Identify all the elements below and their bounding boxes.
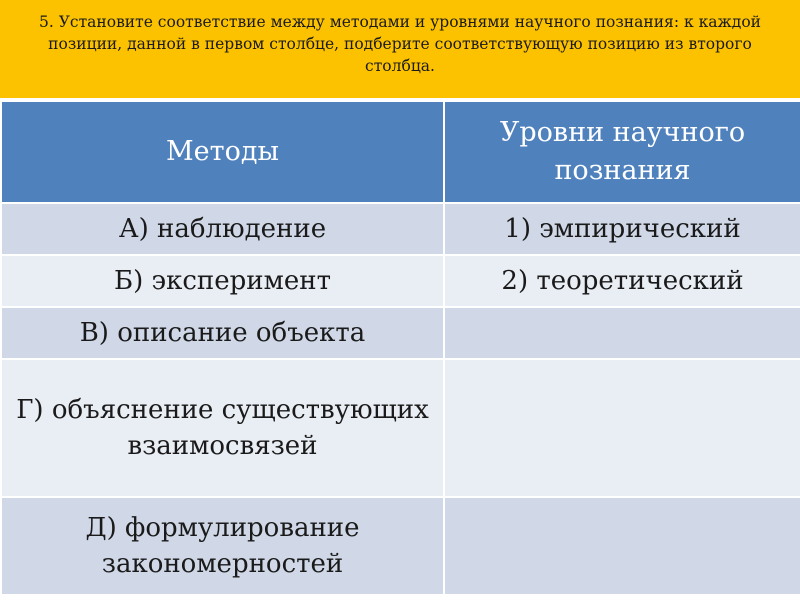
table-row [1, 307, 800, 359]
level-cell [444, 497, 800, 595]
level-cell: 2) теоретический [444, 255, 800, 307]
table-row [1, 359, 800, 497]
task-text: 5. Установите соответствие между методами и уровнями научного познания: к каждой позиции, данной в первом столбце, подберите соответствующую позицию из второго столбца. [39, 13, 761, 75]
table-header-row [1, 102, 800, 204]
table-row [1, 497, 800, 595]
method-cell: Г) объяснение существующих взаимосвязей [1, 359, 444, 497]
table-row [1, 203, 800, 255]
table-row [1, 255, 800, 307]
matching-table [0, 101, 800, 595]
method-cell: В) описание объекта [1, 307, 444, 359]
level-cell [444, 359, 800, 497]
task-banner [0, 0, 800, 98]
header-levels: Уровни научного познания [444, 102, 800, 204]
method-cell: А) наблюдение [1, 203, 444, 255]
method-cell: Д) формулирование закономерностей [1, 497, 444, 595]
level-cell: 1) эмпирический [444, 203, 800, 255]
method-cell: Б) эксперимент [1, 255, 444, 307]
level-cell [444, 307, 800, 359]
header-methods: Методы [1, 102, 444, 204]
